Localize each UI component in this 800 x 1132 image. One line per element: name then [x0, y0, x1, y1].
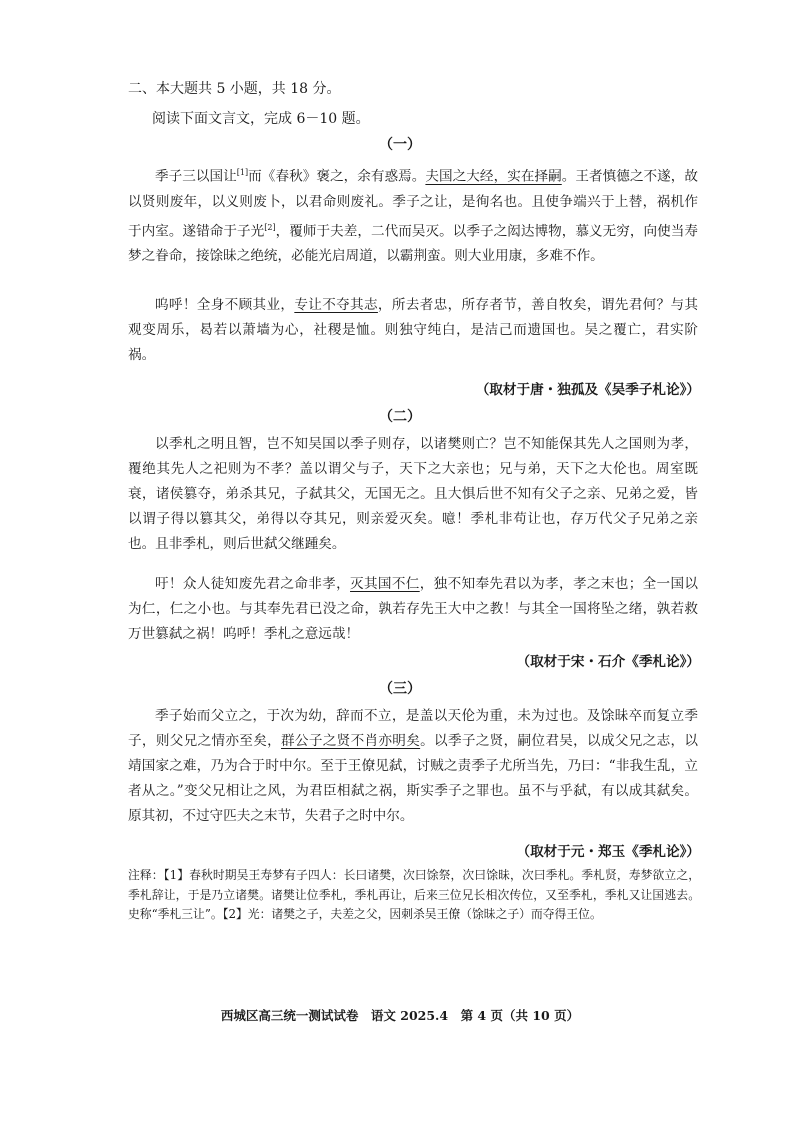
underlined-sentence: 灭其国不仁 [350, 576, 420, 592]
part-2-heading: （二） [379, 409, 421, 425]
part-2-paragraph-1: 以季札之明且智，岂不知吴国以季子则存，以诸樊则亡？岂不知能保其先人之国则为孝，覆绝其先人之祀则为不孝？盖以谓父与子，天下之大亲也；兄与弟，天下之大伦也。周室既衰，诸侯篡夺，弟杀其兄，子弑其父，无国无之。且大惧后世不知有父子之亲、兄弟之爱，皆以谓子得以篡其父，弟得以夺其兄，则亲爱灭矣。噫！季札非苟让也，存万代父子兄弟之亲也。且非季札，则后世弑父继踵矣。 [128, 436, 698, 552]
part-2-source: （取材于宋・石介《季札论》） [516, 654, 700, 670]
part-1-source: （取材于唐・独孤及《吴季子札论》） [475, 382, 700, 398]
text: 季子三以国让 [155, 168, 237, 185]
text: 。王者慎德之不遂，故以贤则废年，以义则废卜，以君命则废礼。季子之让，是徇名也。且使争端兴于上替，祸机作于内室。遂错命于子光 [128, 168, 699, 240]
part-3-source: （取材于元・郑玉《季札论》） [516, 844, 700, 860]
part-2-paragraph-2 [128, 572, 698, 647]
text: 而《春秋》褒之，余有惑焉。 [248, 168, 426, 185]
underlined-sentence: 群公子之贤不肖亦明矣 [281, 733, 421, 749]
text: 季子始而父立之，于次为幼，辞而不立，是盖以天伦为重，未为过也。及馀昧卒而复立季子，则父兄之情亦至矣， [128, 708, 698, 749]
text: ，独不知奉先君以为孝，孝之末也；全一国以为仁，仁之小也。与其奉先君已没之命，孰若存先王大中之教！与其全一国将坠之绪，孰若救万世篡弑之祸！呜呼！季札之意远哉！ [128, 576, 699, 642]
underlined-sentence: 夫国之大经，实在择嗣 [425, 168, 562, 185]
text: 吁！众人徒知废先君之命非孝， [155, 576, 351, 592]
footnote-ref: [1] [236, 168, 249, 177]
part-1-paragraph-2 [128, 293, 698, 368]
part-3-heading: （三） [379, 681, 421, 697]
text: 。以季子之贤，嗣位君吴，以成父兄之志，以靖国家之难，乃为合于时中尔。至于王僚见弑，讨贼之责季子尤所当先，乃曰：“非我生乱，立者从之。”变父兄相让之风，为君臣相弑之祸，斯实季子之罪也。虽不与乎弑，有以成其弑矣。原其初，不过守匹夫之末节，失君子之时中尔。 [128, 733, 699, 824]
instruction: 阅读下面文言文，完成 6－10 题。 [152, 111, 370, 127]
part-3-paragraph-1 [128, 704, 698, 829]
footnote-ref: [2] [264, 222, 276, 232]
text: 呜呼！全身不顾其业， [155, 297, 295, 313]
page-footer: 西城区高三统一测试试卷 语文 2025.4 第 4 页（共 10 页） [220, 1008, 580, 1023]
footnotes: 注释：【1】春秋时期吴王寿梦有子四人：长曰诸樊，次曰馀祭，次曰馀昧，次曰季札。季札贤，寿梦欲立之，季札辞让，于是乃立诸樊。诸樊让位季札，季札再让，后来三位兄长相次传位，又至季札，季札又让国逃去。史称“季札三让”。【2】光：诸樊之子，夫差之父，因刺杀吴王僚（馀昧之子）而夺得王位。 [128, 868, 700, 921]
part-1-paragraph-1 [128, 160, 698, 269]
part-1-heading: （一） [379, 137, 421, 153]
section-title: 二、本大题共 5 小题，共 18 分。 [128, 81, 341, 97]
text: ，所去者忠，所存者节，善自牧矣，谓先君何？与其观变周乐，曷若以萧墙为心，社稷是恤。则独守纯白，是洁己而遗国也。吴之覆亡，君实阶祸。 [128, 297, 699, 363]
underlined-sentence: 专让不夺其志 [294, 297, 378, 313]
text: ，覆师于夫差，二代而吴灭。以季子之闳达博物，慕义无穷，向使当寿梦之眷命，接馀昧之绝统，必能光启周道，以霸荆蛮。则大业用康，多难不作。 [128, 223, 699, 265]
